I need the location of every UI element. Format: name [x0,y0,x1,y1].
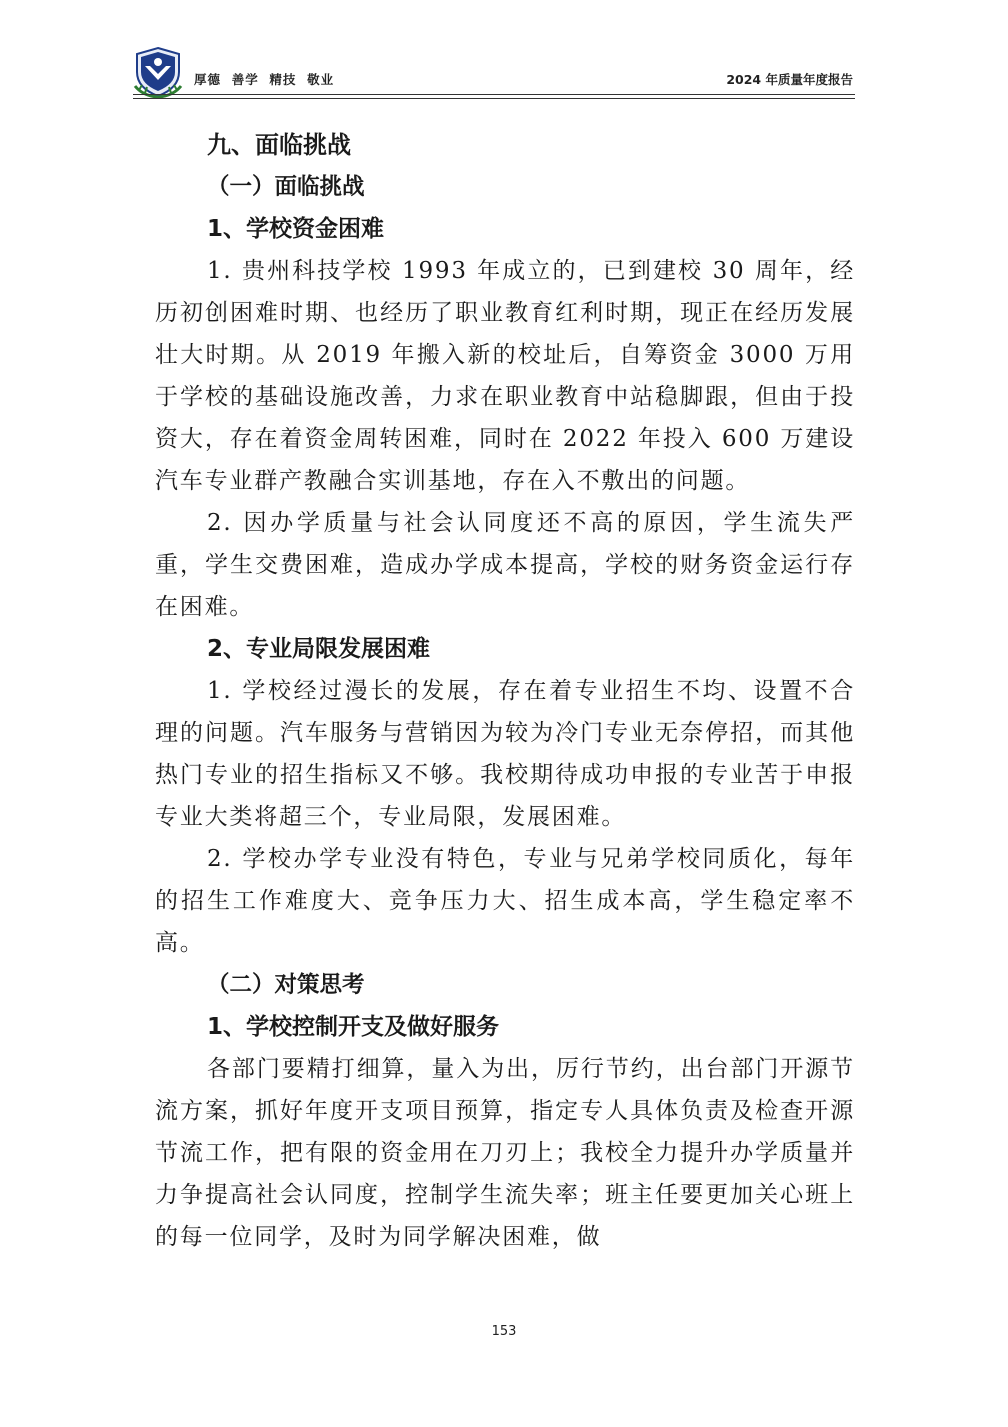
topic-heading: 2、专业局限发展困难 [207,636,431,662]
body-paragraph: 2. 学校办学专业没有特色，专业与兄弟学校同质化，每年的招生工作难度大、竞争压力大、招生成本高，学生稳定率不高。 [155,846,855,956]
body-paragraph: 1. 贵州科技学校 1993 年成立的，已到建校 30 周年，经历初创困难时期、也经历了职业教育红利时期，现正在经历发展壮大时期。从 2019 年搬入新的校址后，自筹资金 3000 万用于学校的基础设施改善，力求在职业教育中站稳脚跟，但由于投资大，存在着资金周转困难，同时在 2022 年投入 600 万建设汽车专业群产教融合实训基地，存在入不敷出的问题。 [155,258,855,494]
header-rule [133,94,855,95]
page-body [155,124,855,1258]
body-paragraph: 2. 因办学质量与社会认同度还不高的原因，学生流失严重，学生交费困难，造成办学成本提高，学校的财务资金运行存在困难。 [155,510,855,620]
topic-heading: 1、学校控制开支及做好服务 [207,1014,500,1040]
subsection-heading: （一）面临挑战 [207,174,365,200]
header-rule-thin [133,98,855,99]
body-paragraph: 1. 学校经过漫长的发展，存在着专业招生不均、设置不合理的问题。汽车服务与营销因为较为冷门专业无奈停招，而其他热门专业的招生指标又不够。我校期待成功申报的专业苦于申报专业大类将超三个，专业局限，发展困难。 [155,678,855,830]
report-title: 2024 年质量年度报告 [726,72,853,87]
section-heading: 九、面临挑战 [207,131,351,159]
page-header [133,44,855,100]
topic-heading: 1、学校资金困难 [207,216,385,242]
body-paragraph: 各部门要精打细算，量入为出，厉行节约，出台部门开源节流方案，抓好年度开支项目预算，指定专人具体负责及检查开源节流工作，把有限的资金用在刀刃上；我校全力提升办学质量并力争提高社会认同度，控制学生流失率；班主任要更加关心班上的每一位同学，及时为同学解决困难，做 [155,1056,855,1250]
school-emblem-icon [133,46,183,98]
subsection-heading: （二）对策思考 [207,972,365,998]
school-motto: 厚德 善学 精技 敬业 [194,72,335,87]
page-number: 153 [491,1324,517,1339]
